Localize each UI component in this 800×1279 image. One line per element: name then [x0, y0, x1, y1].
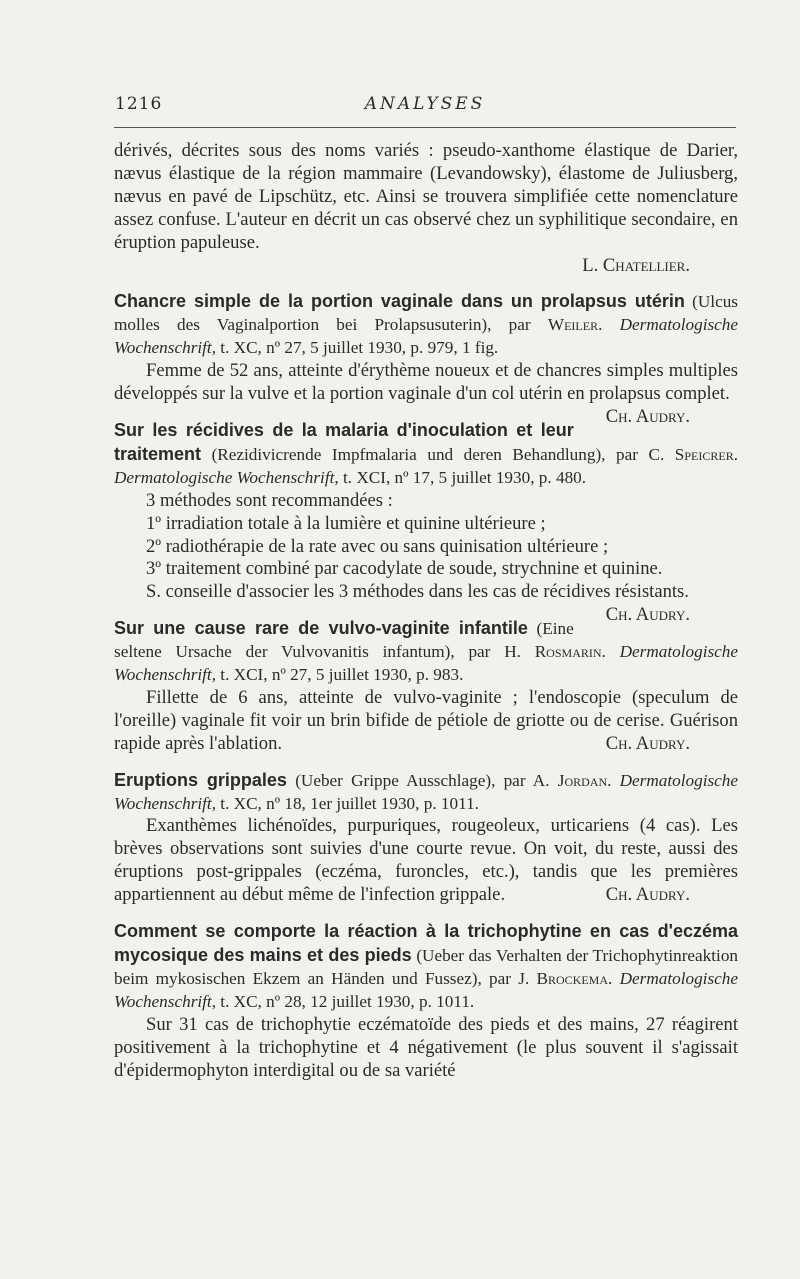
article-body-text: Exanthèmes lichénoïdes, purpuriques, rougeoleux, urticariens (4 cas). Les brèves observations sont suivies d'une courte revue. On voit, du reste, aussi des éruptions post-grippales (eczéma, furoncles, etc.), tandis que les premières appartiennent au début même de l'infection grippale. [114, 815, 738, 906]
article-author: Jordan [557, 770, 608, 790]
article-body: Sur 31 cas de trichophytie eczématoïde des pieds et des mains, 27 réagirent positivement à la trichophytine et 4 négativement (le plus souvent il s'agissait d'épidermophyton interdigital ou de sa variété [114, 1013, 738, 1081]
article-body-text: Femme de 52 ans, atteinte d'érythème noueux et de chancres simples multiples développés sur la vulve et la portion vaginale d'un col utérin en prolapsus complet. [114, 360, 738, 405]
article-5 [114, 920, 738, 1082]
article-ref-tail: , t. XC, nº 27, 5 juillet 1930, p. 979, 1 fig. [211, 338, 499, 358]
running-header [115, 94, 735, 118]
article-author: Rosmarin [534, 642, 602, 662]
article-ref: (Rezidivicrende Impfmalaria und deren Behandlung), par C. [211, 444, 675, 464]
article-ref-sep: . [733, 444, 738, 464]
article-ref-sep: . [607, 770, 620, 790]
article-heading [114, 419, 738, 490]
header-rule [114, 127, 736, 128]
article-title: Sur une cause rare de vulvo-vaginite infantile [114, 618, 528, 639]
signature: Ch. Audry. [605, 884, 690, 906]
signature: Ch. Audry. [605, 405, 690, 427]
running-title: ANALYSES [364, 94, 486, 114]
page-body [114, 140, 738, 1082]
page-number: 1216 [115, 94, 163, 114]
article-journal: Dermatologische Wochenschrift [114, 467, 335, 487]
article-body-text: Fillette de 6 ans, atteinte de vulvo-vaginite ; l'endoscopie (speculum de l'oreille) vaginale fit voir un brin bifide de pétiole de griotte ou de cerise. Guérison rapide après l'ablation. [114, 686, 738, 754]
article-3 [114, 617, 738, 755]
article-title: Comment se comporte la réaction à la trichophytine en cas d'eczéma mycosique des mains et des pieds [114, 921, 738, 965]
article-2 [114, 419, 738, 626]
article-ref-sep: . [608, 968, 620, 988]
article-heading [114, 290, 738, 360]
article-heading [114, 769, 738, 816]
paragraph: 3º traitement combiné par cacodylate de soude, strychnine et quinine. [146, 558, 663, 580]
paragraph: 3 méthodes sont recommandées : [146, 489, 393, 511]
article-ref: (Eine seltene Ursache der Vulvovanitis infantum), par H. [114, 619, 574, 662]
intro-text: dérivés, décrites sous des noms variés : pseudo-xanthome élastique de Darier, nævus élastique de la région mammaire (Levandowsky), élastome de Juliusberg, nævus en pavé de Lipschütz, etc. Ainsi se trouvera simplifiée cette nomenclature assez confuse. L'auteur en décrit un cas observé chez un syphilitique secondaire, en éruption papuleuse. [114, 140, 738, 253]
article-1 [114, 290, 739, 427]
article-title: Sur les récidives de la malaria d'inoculation et leur traitement [114, 419, 574, 464]
article-author: Weiler [547, 315, 599, 335]
paragraph: 2º radiothérapie de la rate avec ou sans quinisation ultérieure ; [146, 535, 609, 557]
signature: Ch. Audry. [605, 604, 690, 626]
article-body [114, 687, 738, 756]
article-ref: (Ueber das Verhalten der Trichophytinreaktion beim mykosischen Ekzem an Händen und Fussez), par J. [114, 946, 739, 988]
article-ref-sep: . [598, 315, 620, 335]
article-journal: Dermatologische Wochenschrift [114, 642, 739, 685]
article-author: Brockema [536, 968, 609, 988]
paragraph [114, 581, 738, 626]
article-ref-sep: . [601, 642, 620, 662]
article-title: Eruptions grippales [114, 769, 287, 790]
article-ref: (Ueber Grippe Ausschlage), par A. [295, 770, 558, 790]
article-title: Chancre simple de la portion vaginale dans un prolapsus utérin [114, 291, 685, 312]
article-journal: Dermatologische Wochenschrift [114, 315, 739, 358]
signature: Ch. Audry. [605, 732, 690, 754]
article-ref-tail: , t. XCI, nº 27, 5 juillet 1930, p. 983. [211, 665, 464, 685]
article-body [114, 815, 738, 907]
article-ref-tail: , t. XC, nº 28, 12 juillet 1930, p. 1011. [211, 991, 475, 1011]
intro-signature [114, 255, 738, 278]
article-4 [114, 769, 738, 907]
article-journal: Dermatologische Wochenschrift [114, 968, 738, 1011]
article-body [114, 360, 738, 427]
article-heading [114, 617, 738, 687]
paragraph: 1º irradiation totale à la lumière et quinine ultérieure ; [146, 512, 546, 534]
article-journal: Dermatologische Wochenschrift [114, 770, 739, 813]
article-ref-tail: , t. XCI, nº 17, 5 juillet 1930, p. 480. [334, 467, 587, 487]
article-author: Speicrer [674, 444, 734, 464]
article-ref: (Ulcus molles des Vaginalportion bei Prolapsusuterin), par [114, 292, 738, 335]
article-ref-tail: , t. XC, nº 18, 1er juillet 1930, p. 1011. [211, 793, 479, 813]
article-heading [114, 920, 738, 1014]
paragraph-text: S. conseille d'associer les 3 méthodes dans les cas de récidives résistants. [146, 581, 689, 603]
signature: L. Chatellier. [582, 254, 690, 276]
